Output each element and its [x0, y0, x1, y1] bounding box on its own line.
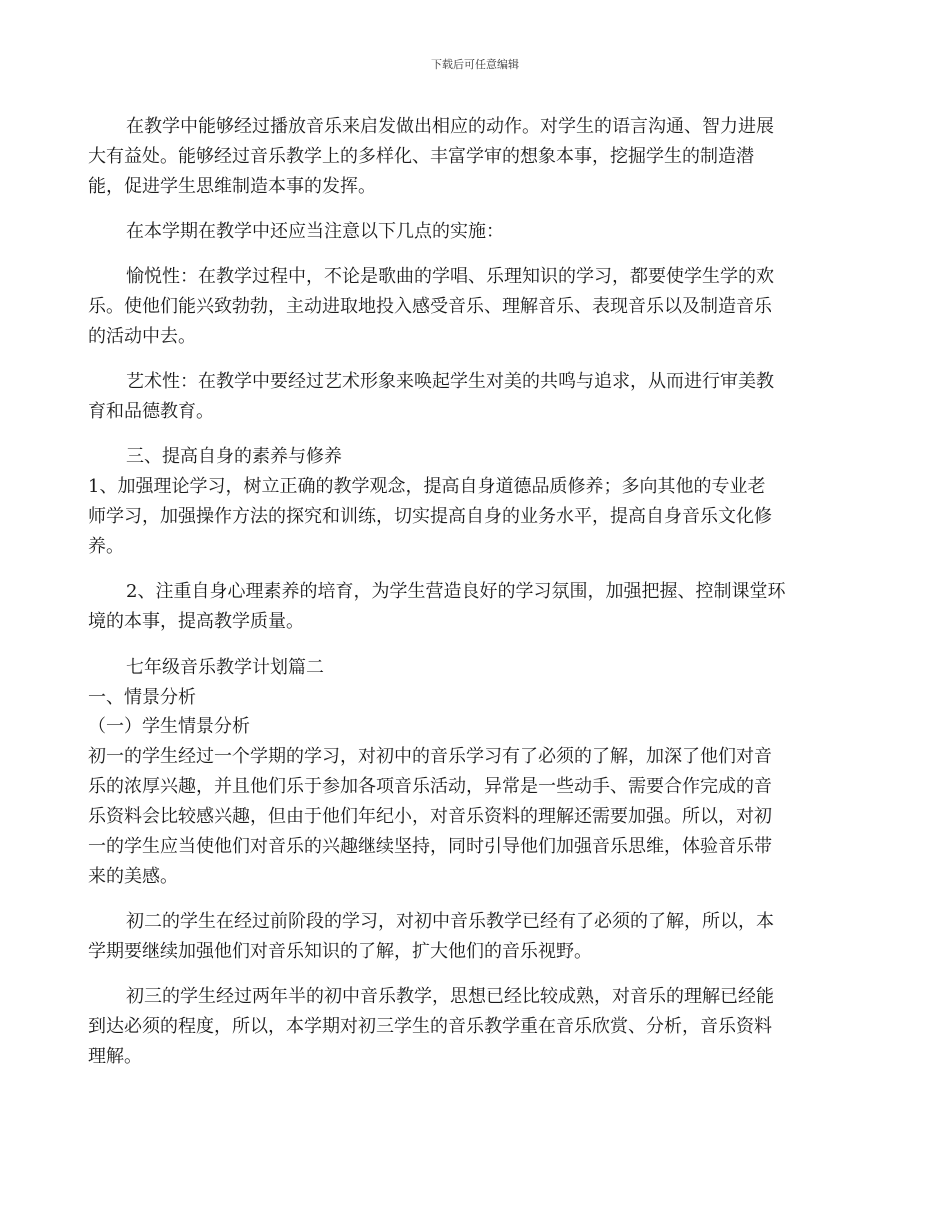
text-line: 理解。 [88, 1046, 142, 1067]
text-line: 在本学期在教学中还应当注意以下几点的实施： [126, 221, 504, 242]
text-line: 来的美感。 [88, 866, 178, 887]
text-line: 境的本事，提高教学质量。 [88, 611, 304, 632]
text-line: 到达必须的程度，所以，本学期对初三学生的音乐教学重在音乐欣赏、分析，音乐资料 [88, 1016, 772, 1037]
page-header: 下载后可任意编辑 [431, 58, 519, 71]
text-line: 愉悦性：在教学过程中，不论是歌曲的学唱、乐理知识的学习，都要使学生学的欢 [126, 266, 774, 287]
text-line: 养。 [88, 536, 124, 557]
section-heading: 三、提高自身的素养与修养 [126, 446, 342, 467]
text-line: 初二的学生在经过前阶段的学习，对初中音乐教学已经有了必须的了解，所以，本 [126, 911, 774, 932]
text-line: 2、注重自身心理素养的培育，为学生营造良好的学习氛围，加强把握、控制课堂环 [126, 581, 786, 602]
text-line: 育和品德教育。 [88, 401, 214, 422]
text-line: 师学习，加强操作方法的探究和训练，切实提高自身的业务水平，提高自身音乐文化修 [88, 506, 772, 527]
section-heading: 一、情景分析 [88, 687, 196, 708]
article-title: 七年级音乐教学计划篇二 [126, 657, 324, 678]
subsection-heading: （一）学生情景分析 [88, 716, 250, 737]
text-line: 初三的学生经过两年半的初中音乐教学，思想已经比较成熟，对音乐的理解已经能 [126, 986, 774, 1007]
text-line: 一的学生应当使他们对音乐的兴趣继续坚持，同时引导他们加强音乐思维，体验音乐带 [88, 836, 772, 857]
text-line: 能，促进学生思维制造本事的发挥。 [88, 176, 376, 197]
text-line: 乐。使他们能兴致勃勃，主动进取地投入感受音乐、理解音乐、表现音乐以及制造音乐 [88, 296, 772, 317]
text-line: 大有益处。能够经过音乐教学上的多样化、丰富学审的想象本事，挖掘学生的制造潜 [88, 146, 754, 167]
text-line: 学期要继续加强他们对音乐知识的了解，扩大他们的音乐视野。 [88, 941, 592, 962]
text-line: 1、加强理论学习，树立正确的教学观念，提高自身道德品质修养；多向其他的专业老 [88, 476, 766, 497]
text-line: 乐的浓厚兴趣，并且他们乐于参加各项音乐活动，异常是一些动手、需要合作完成的音 [88, 776, 772, 797]
text-line: 乐资料会比较感兴趣，但由于他们年纪小，对音乐资料的理解还需要加强。所以，对初 [88, 806, 772, 827]
text-line: 初一的学生经过一个学期的学习，对初中的音乐学习有了必须的了解，加深了他们对音 [88, 746, 772, 767]
text-line: 在教学中能够经过播放音乐来启发做出相应的动作。对学生的语言沟通、智力进展 [126, 116, 774, 137]
text-line: 艺术性：在教学中要经过艺术形象来唤起学生对美的共鸣与追求，从而进行审美教 [126, 371, 774, 392]
text-line: 的活动中去。 [88, 326, 196, 347]
